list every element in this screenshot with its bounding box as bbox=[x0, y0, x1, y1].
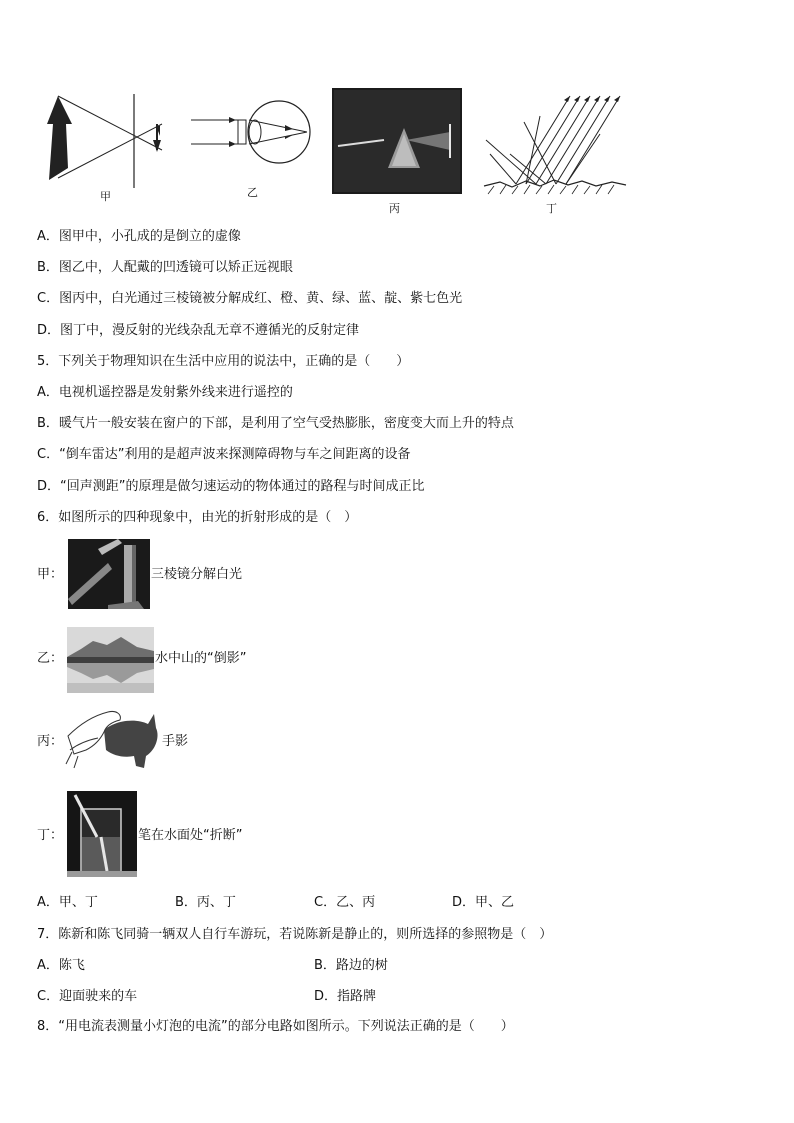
q7-option-c: C．迎面驶来的车 bbox=[37, 989, 138, 1004]
q7-option-a: A．陈飞 bbox=[37, 958, 85, 973]
q5-stem: 5．下列关于物理知识在生活中应用的说法中，正确的是（ ） bbox=[37, 354, 410, 369]
q6-item-yi-label: 乙： bbox=[37, 651, 64, 666]
figure-bing bbox=[332, 88, 462, 194]
q6-item-ding-label: 丁： bbox=[37, 828, 64, 843]
caption-ding: 丁 bbox=[546, 202, 557, 215]
q8-stem: 8．“用电流表测量小灯泡的电流”的部分电路如图所示。下列说法正确的是（ ） bbox=[37, 1019, 514, 1034]
q6-option-c: C．乙、丙 bbox=[314, 895, 376, 910]
figure-ding bbox=[480, 94, 630, 196]
caption-bing: 丙 bbox=[389, 202, 400, 215]
q6-item-jia-photo bbox=[68, 539, 150, 609]
q6-item-yi-text: 水中山的“倒影” bbox=[155, 651, 247, 666]
q6-item-bing-label: 丙： bbox=[37, 734, 64, 749]
q5-option-d: D．“回声测距”的原理是做匀速运动的物体通过的路程与时间成正比 bbox=[37, 479, 425, 494]
q6-stem: 6．如图所示的四种现象中，由光的折射形成的是（ ） bbox=[37, 510, 358, 525]
q7-option-b: B．路边的树 bbox=[314, 958, 388, 973]
q6-item-bing-photo bbox=[64, 706, 160, 772]
q6-item-ding-photo bbox=[67, 791, 137, 877]
q6-item-jia-label: 甲： bbox=[37, 567, 64, 582]
q6-option-d: D．甲、乙 bbox=[452, 895, 515, 910]
q6-item-yi-photo bbox=[67, 627, 154, 693]
q6-option-a: A．甲、丁 bbox=[37, 895, 98, 910]
q6-item-ding-text: 笔在水面处“折断” bbox=[138, 828, 243, 843]
pinhole-diagram bbox=[44, 92, 170, 192]
q4-option-b: B．图乙中，人配戴的凹透镜可以矫正远视眼 bbox=[37, 260, 293, 275]
q6-item-bing-text: 手影 bbox=[162, 734, 189, 749]
caption-yi: 乙 bbox=[247, 186, 258, 199]
prism-photo bbox=[332, 88, 462, 194]
diffuse-reflection-diagram bbox=[480, 94, 630, 196]
q6-option-b: B．丙、丁 bbox=[175, 895, 236, 910]
q7-option-d: D．指路牌 bbox=[314, 989, 377, 1004]
caption-jia: 甲 bbox=[100, 190, 111, 203]
eye-lens-diagram bbox=[189, 94, 315, 180]
q5-option-b: B．暖气片一般安装在窗户的下部，是利用了空气受热膨胀，密度变大而上升的特点 bbox=[37, 416, 514, 431]
q4-option-a: A．图甲中，小孔成的是倒立的虚像 bbox=[37, 229, 241, 244]
q5-option-c: C．“倒车雷达”利用的是超声波来探测障碍物与车之间距离的设备 bbox=[37, 447, 411, 462]
q6-item-jia-text: 三棱镜分解白光 bbox=[151, 567, 243, 582]
q4-option-d: D．图丁中，漫反射的光线杂乱无章不遵循光的反射定律 bbox=[37, 323, 360, 338]
q4-option-c: C．图丙中，白光通过三棱镜被分解成红、橙、黄、绿、蓝、靛、紫七色光 bbox=[37, 291, 463, 306]
q5-option-a: A．电视机遥控器是发射紫外线来进行遥控的 bbox=[37, 385, 293, 400]
figure-yi bbox=[189, 94, 315, 180]
figure-jia bbox=[44, 92, 170, 192]
q7-stem: 7．陈新和陈飞同骑一辆双人自行车游玩，若说陈新是静止的，则所选择的参照物是（ ） bbox=[37, 927, 553, 942]
